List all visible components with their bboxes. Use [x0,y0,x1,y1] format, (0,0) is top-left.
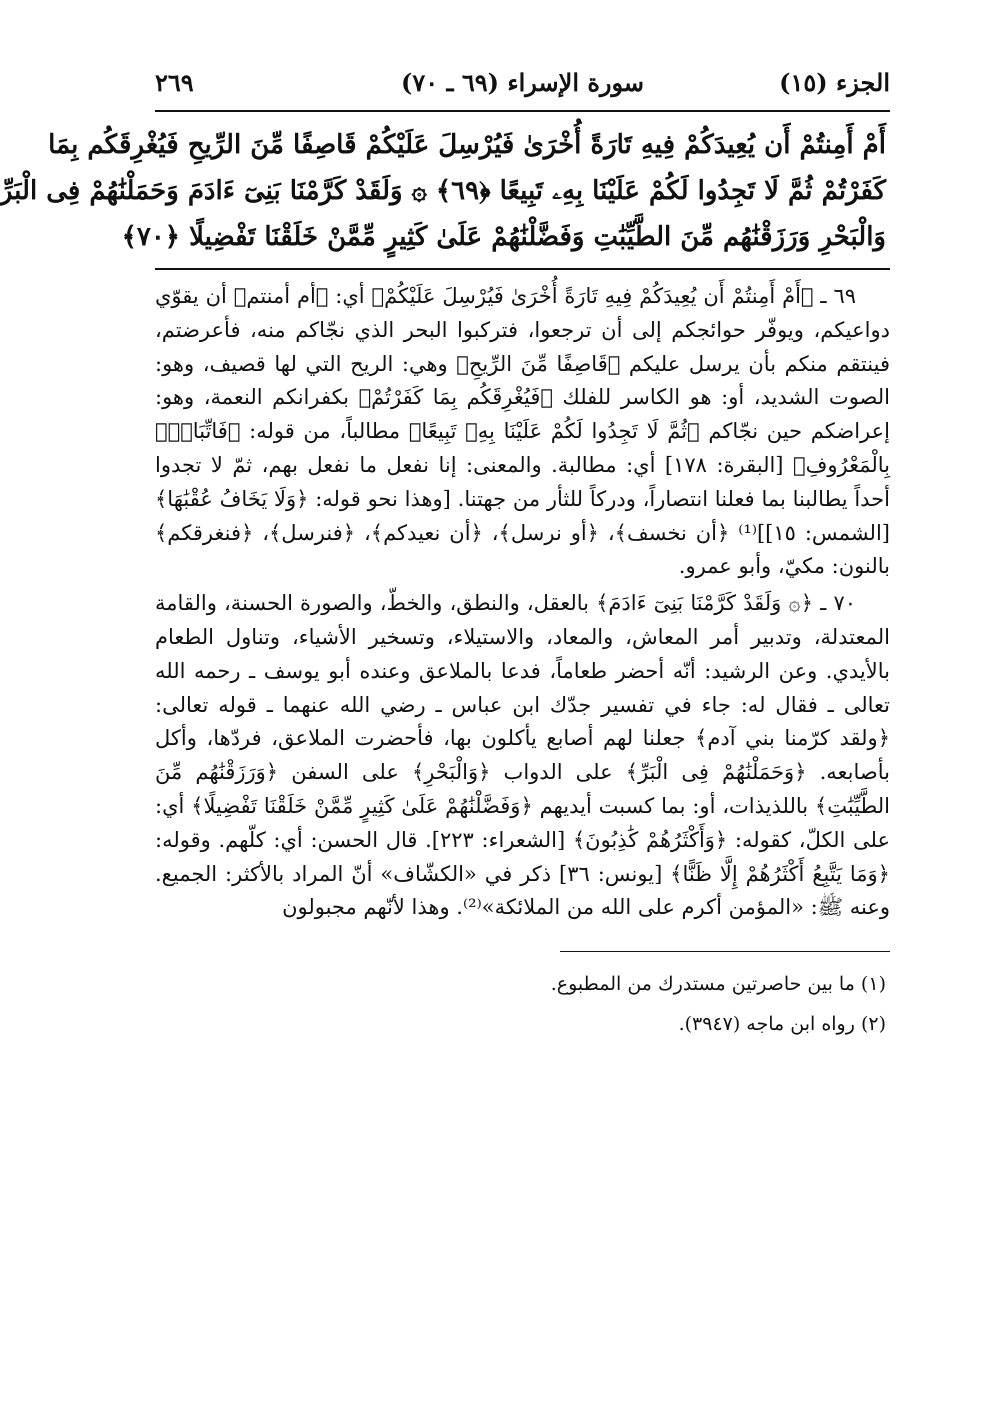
footnote-divider [560,951,890,952]
verse-line-1: أَمْ أَمِنتُمْ أَن يُعِيدَكُمْ فِيهِ تَارَةً أُخْرَىٰ فَيُرْسِلَ عَلَيْكُمْ قَاصِفًا مِّنَ الرِّيحِ فَيُغْرِقَكُم بِمَا [48,130,886,160]
footnotes [155,964,890,1044]
book-page [0,60,890,1044]
footnote-2: (٢) رواه ابن ماجه (٣٩٤٧). [678,1013,886,1036]
verse-line-2: كَفَرْتُمْ ثُمَّ لَا تَجِدُوا لَكُمْ عَلَيْنَا بِهِۦ تَبِيعًا ﴿٦٩﴾ ۞ وَلَقَدْ كَرَّمْنَا بَنِىٓ ءَادَمَ وَحَمَلْنَٰهُمْ فِى الْبَرِّ [0,176,886,206]
tafsir-commentary [155,280,890,925]
page-number: ٢٦٩ [155,68,194,97]
quran-verses [0,112,890,270]
page-header [155,60,890,112]
commentary-paragraph-69: ٦٩ ـ ﴿أَمْ أَمِنتُمْ أَن يُعِيدَكُمْ فِيهِ تَارَةً أُخْرَىٰ فَيُرْسِلَ عَلَيْكُمْ﴾ أي: ﴿أم أمنتم﴾ أن يقوّي دواعيكم، ويوفّر حوائجكم إلى أن ترجعوا، فتركبوا البحر الذي نجّاكم منه، فأعرضتم، فينتقم منكم بأن يرسل عليكم ﴿قَاصِفًا مِّنَ الرِّيحِ﴾ وهي: الريح التي لها قصيف، وهو: الصوت الشديد، أو: هو الكاسر للفلك ﴿فَيُغْرِقَكُم بِمَا كَفَرْتُمْ﴾ بكفرانكم النعمة، وهو: إعراضكم حين نجّاكم ﴿ثُمَّ لَا تَجِدُوا لَكُمْ عَلَيْنَا بِهِۦ تَبِيعًا﴾ مطالباً، من قوله: ﴿فَاتِّبَاعٌۢ بِالْمَعْرُوفِ﴾ [البقرة: ١٧٨] أي: مطالبة. والمعنى: إنا نفعل ما نفعل بهم، ثمّ لا تجدوا أحداً يطالبنا بما فعلنا انتصاراً، ودركاً للثأر من جهتنا. [وهذا نحو قوله: ﴿وَلَا يَخَافُ عُقْبَٰهَا﴾ [الشمس: ١٥]]⁽¹⁾ ﴿أن نخسف﴾، ﴿أو نرسل﴾، ﴿أن نعيدكم﴾، ﴿فنرسل﴾، ﴿فنغرقكم﴾ بالنون: مكيّ، وأبو عمرو. [155,284,890,579]
juz-label: الجزء (١٥) [779,68,890,97]
footnote-1: (١) ما بين حاصرتين مستدرك من المطبوع. [550,973,886,996]
commentary-paragraph-70: ٧٠ ـ ﴿۞ وَلَقَدْ كَرَّمْنَا بَنِىٓ ءَادَمَ﴾ بالعقل، والنطق، والخطّ، والصورة الحسنة، والقامة المعتدلة، وتدبير أمر المعاش، والمعاد، والاستيلاء، وتسخير الأشياء، وتناول الطعام بالأيدي. وعن الرشيد: أنّه أحضر طعاماً، فدعا بالملاعق وعنده أبو يوسف ـ رحمه الله تعالى ـ فقال له: جاء في تفسير جدّك ابن عباس ـ رضي الله عنهما ـ قوله تعالى: ﴿ولقد كرّمنا بني آدم﴾ جعلنا لهم أصابع يأكلون بها، فأحضرت الملاعق، فردّها، وأكل بأصابعه. ﴿وَحَمَلْنَٰهُمْ فِى الْبَرِّ﴾ على الدواب ﴿وَالْبَحْرِ﴾ على السفن ﴿وَرَزَقْنَٰهُم مِّنَ الطَّيِّبَٰتِ﴾ باللذيذات، أو: بما كسبت أيديهم ﴿وَفَضَّلْنَٰهُمْ عَلَىٰ كَثِيرٍ مِّمَّنْ خَلَقْنَا تَفْضِيلًا﴾ أي: على الكلّ، كقوله: ﴿وَأَكْثَرُهُمْ كَٰذِبُونَ﴾ [الشعراء: ٢٢٣]. قال الحسن: أي: كلّهم. وقوله: ﴿وَمَا يَتَّبِعُ أَكْثَرُهُمْ إِلَّا ظَنًّا﴾ [يونس: ٣٦] ذكر في «الكشّاف» أنّ المراد بالأكثر: الجميع. وعنه ﷺ: «المؤمن أكرم على الله من الملائكة»⁽²⁾. وهذا لأنّهم مجبولون [155,591,890,920]
surah-title: سورة الإسراء (٦٩ ـ ٧٠) [400,68,645,97]
verse-line-3: وَالْبَحْرِ وَرَزَقْنَٰهُم مِّنَ الطَّيِّبَٰتِ وَفَضَّلْنَٰهُمْ عَلَىٰ كَثِيرٍ مِّمَّنْ خَلَقْنَا تَفْضِيلًا ﴿٧٠﴾ [121,222,886,252]
